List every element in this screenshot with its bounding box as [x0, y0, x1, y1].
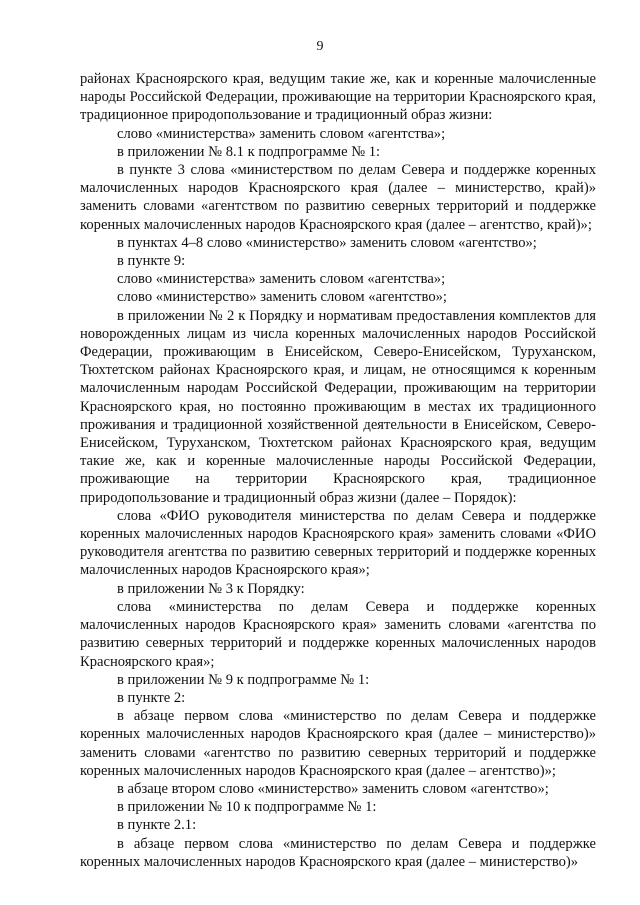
paragraph: в пункте 9:: [117, 253, 186, 270]
paragraph: в приложении № 8.1 к подпрограмме № 1:: [117, 143, 381, 160]
paragraph: слово «министерство» заменить словом «агентство»;: [117, 289, 447, 306]
paragraph: в абзаце первом слова «министерство по делам Севера и поддержке коренных малочисленных народов Красноярского края (далее – министерство)»: [80, 835, 596, 870]
paragraph: в приложении № 3 к Порядку:: [117, 580, 305, 597]
paragraph: в абзаце первом слова «министерство по делам Севера и поддержке коренных малочисленных народов Красноярского края (далее – министерство)» заменить словами «агентство по развитию северных территорий и поддержке коренных малочисленных народов Красноярского края (далее – агентство)»;: [80, 708, 596, 779]
paragraph: в приложении № 10 к подпрограмме № 1:: [117, 799, 377, 816]
page-number: 9: [316, 39, 324, 54]
paragraph: в пункте 3 слова «министерством по делам Севера и поддержке коренных малочисленных народов Красноярского края (далее – министерство, край)» заменить словами «агентством по развитию северных территорий и поддержке коренных малочисленных народов Красноярского края (далее – агентство, край)»;: [80, 162, 596, 233]
paragraph: в абзаце втором слово «министерство» заменить словом «агентство»;: [117, 780, 549, 797]
paragraph: в пунктах 4–8 слово «министерство» заменить словом «агентство»;: [117, 234, 537, 251]
document-body: [80, 70, 596, 871]
paragraph: в пункте 2.1:: [117, 817, 197, 834]
paragraph: слово «министерства» заменить словом «агентства»;: [117, 271, 446, 288]
paragraph: в приложении № 9 к подпрограмме № 1:: [117, 671, 370, 688]
paragraph: районах Красноярского края, ведущим такие же, как и коренные малочисленные народы Российской Федерации, проживающие на территории Красноярского края, традиционное природопользование и традиционный образ жизни:: [80, 71, 596, 124]
paragraph: слова «ФИО руководителя министерства по делам Севера и поддержке коренных малочисленных народов Красноярского края» заменить словами «ФИО руководителя агентства по развитию северных территорий и поддержке коренных малочисленных народов Красноярского края»;: [80, 507, 596, 579]
paragraph: слово «министерства» заменить словом «агентства»;: [117, 125, 446, 142]
paragraph: в приложении № 2 к Порядку и нормативам предоставления комплектов для новорожденных лицам из числа коренных малочисленных народов Российской Федерации, проживающим в Енисейском, Северо-Енисейском, Туруханском, Тюхтетском районах Красноярского края, и лицам, не относящимся к коренным малочисленным народам Российской Федерации, проживающим на территории Красноярского края, но постоянно проживающим в местах их традиционного проживания и традиционной хозяйственной деятельности в Енисейском, Северо-Енисейском, Туруханском, Тюхтетском районах Красноярского края, ведущим такие же, как и коренные малочисленные народы Российской Федерации, проживающие на территории Красноярского края, традиционное природопользование и традиционный образ жизни (далее – Порядок):: [80, 307, 596, 506]
paragraph: слова «министерства по делам Севера и поддержке коренных малочисленных народов Красноярского края» заменить словами «агентства по развитию северных территорий и поддержке коренных малочисленных народов Красноярского края»;: [80, 598, 596, 670]
paragraph: в пункте 2:: [117, 689, 186, 706]
